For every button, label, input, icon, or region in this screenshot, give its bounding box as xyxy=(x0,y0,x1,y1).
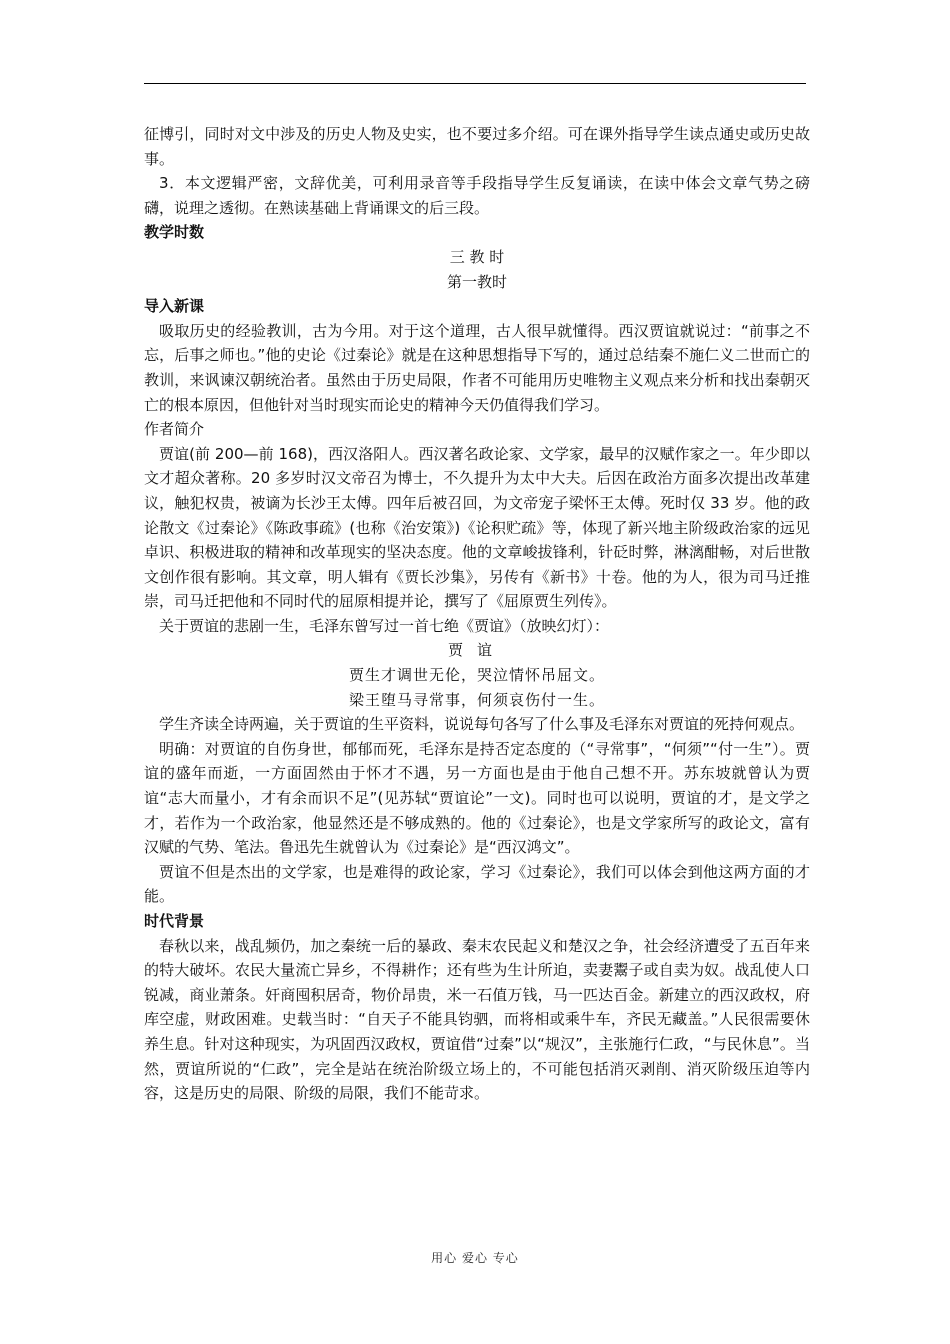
header-rule xyxy=(144,83,806,84)
page-footer: 用心 爱心 专心 xyxy=(431,1251,519,1265)
paragraph-lead-in: 吸取历史的经验教训，古为今用。对于这个道理，古人很早就懂得。西汉贾谊就说过：“前事之不忘，后事之师也。”他的史论《过秦论》就是在这种思想指导下写的，通过总结秦不施仁义二世而亡的教训，来讽谏汉朝统治者。虽然由于历史局限，作者不可能用历史唯物主义观点来分析和找出秦朝灭亡的根本原因，但他针对当时现实而论史的精神今天仍值得我们学习。 xyxy=(144,321,810,414)
paragraph-mao-poem-intro: 关于贾谊的悲剧一生，毛泽东曾写过一首七绝《贾谊》（放映幻灯）： xyxy=(159,616,610,635)
poem-title: 贾谊 xyxy=(447,641,506,660)
paragraph-clarification: 明确：对贾谊的自伤身世，郁郁而死，毛泽东是持否定态度的（“寻常事”，“何须”“付一生”）。贾谊的盛年而逝，一方面固然由于怀才不遇，另一方面也是由于他自己想不开。苏东坡就曾认为贾谊“志大而量小，才有余而识不足”(见苏轼“贾谊论”一文)。同时也可以说明，贾谊的才，是文学之才，若作为一个政治家，他显然还是不够成熟的。他的《过秦论》，也是文学家所写的政论文，富有汉赋的气势、笔法。鲁迅先生就曾认为《过秦论》是“西汉鸿文”。 xyxy=(144,739,810,857)
heading-teaching-hours: 教学时数 xyxy=(144,223,205,242)
poem-line-1: 贾生才调世无伦，哭泣情怀吊屈文。 xyxy=(348,666,605,685)
paragraph-item-3: 3．本文逻辑严密，文辞优美，可利用录音等手段指导学生反复诵读，在读中体会文章气势之磅礴，说理之透彻。在熟读基础上背诵课文的后三段。 xyxy=(144,174,810,217)
heading-lead-in: 导入新课 xyxy=(144,297,205,316)
teaching-hours-value: 三 教 时 xyxy=(449,247,505,266)
heading-historical-background: 时代背景 xyxy=(144,912,205,930)
paragraph-summary: 贾谊不但是杰出的文学家，也是难得的政论家，学习《过秦论》，我们可以体会到他这两方面的才能。 xyxy=(144,862,810,906)
document-body xyxy=(144,122,810,1106)
lesson-one-title: 第一教时 xyxy=(446,272,507,291)
paragraph-author: 贾谊(前 200—前 168)，西汉洛阳人。西汉著名政论家、文学家，最早的汉赋作家之一。年少即以文才超众著称。20 多岁时汉文帝召为博士，不久提升为太中大夫。后因在政治方面多次提出改革建议，触犯权贵，被谪为长沙王太傅。四年后被召回，为文帝宠子梁怀王太傅。死时仅 33 岁。他的政论散文《过秦论》《陈政事疏》(也称《治安策》)《论积贮疏》等，体现了新兴地主阶级政治家的远见卓识、积极进取的精神和改革现实的坚决态度。他的文章峻拔锋利，针砭时弊，淋漓酣畅，对后世散文创作很有影响。其文章，明人辑有《贾长沙集》，另传有《新书》十卷。他的为人，很为司马迁推崇，司马迁把他和不同时代的屈原相提并论，撰写了《屈原贾生列传》。 xyxy=(144,444,810,611)
paragraph-background: 春秋以来，战乱频仍，加之秦统一后的暴政、秦末农民起义和楚汉之争，社会经济遭受了五百年来的特大破坏。农民大量流亡异乡，不得耕作；还有些为生计所迫，卖妻鬻子或自卖为奴。战乱使人口锐减，商业萧条。奸商囤积居奇，物价昂贵，米一石值万钱，马一匹达百金。新建立的西汉政权，府库空虚，财政困难。史载当时：“自天子不能具钧驷，而将相或乘牛车，齐民无藏盖。”人民很需要休养生息。针对这种现实，为巩固西汉政权，贾谊借“过秦”以“规汉”，主张施行仁政，“与民休息”。当然，贾谊所说的“仁政”，完全是站在统治阶级立场上的，不可能包括消灭剥削、消灭阶级压迫等内容，这是历史的局限、阶级的局限，我们不能苛求。 xyxy=(144,936,810,1103)
heading-author-intro: 作者简介 xyxy=(144,420,205,439)
paragraph-read-poem: 学生齐读全诗两遍，关于贾谊的生平资料，说说每句各写了什么事及毛泽东对贾谊的死持何观点。 xyxy=(159,715,805,734)
paragraph-intro-continued: 征博引，同时对文中涉及的历史人物及史实，也不要过多介绍。可在课外指导学生读点通史或历史故事。 xyxy=(144,125,810,168)
poem-line-2: 梁王堕马寻常事，何须哀伤付一生。 xyxy=(348,690,605,709)
